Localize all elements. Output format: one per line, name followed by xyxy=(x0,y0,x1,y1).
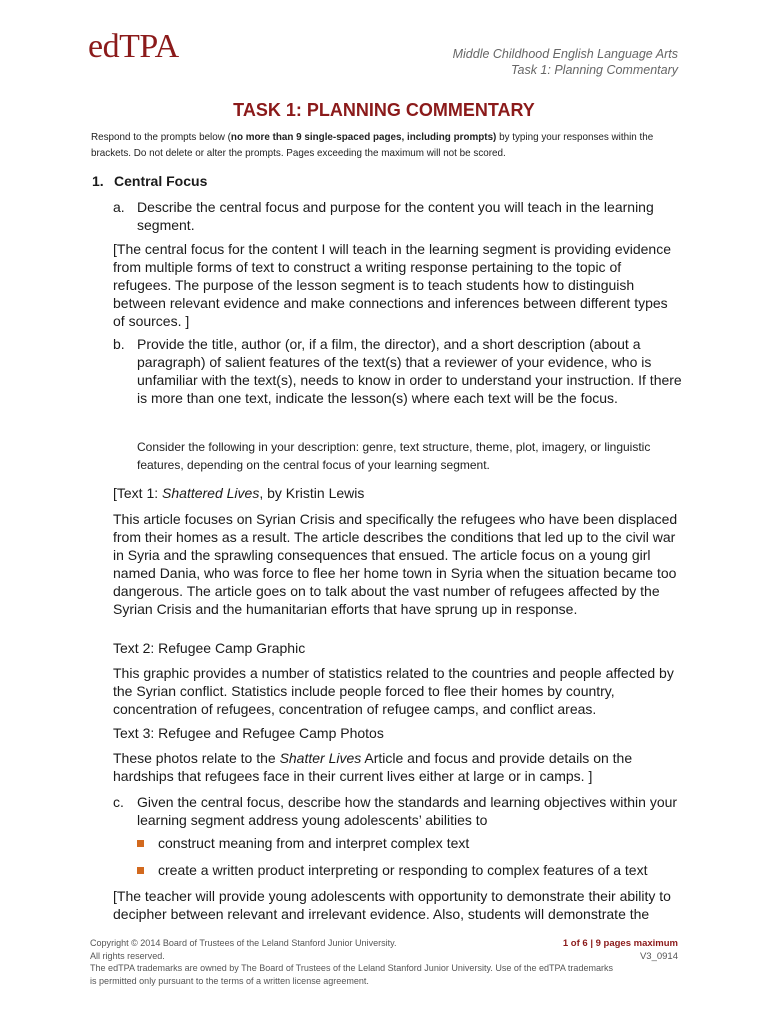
version-label: V3_0914 xyxy=(639,950,678,962)
prompt-c-label: c. xyxy=(113,794,124,810)
text3-description[interactable] xyxy=(113,749,683,785)
text3-post: Article and focus and provide details on the hardships that refugees face in their current lives either at large or in camps. ] xyxy=(113,750,633,784)
prompt-a xyxy=(113,198,683,234)
footer-legal xyxy=(90,938,622,988)
bullet-square-icon xyxy=(137,867,144,874)
bullet-item xyxy=(137,861,677,879)
bullet-text: create a written product interpreting or responding to complex features of a text xyxy=(158,862,648,878)
footer-rights: All rights reserved. xyxy=(90,950,165,962)
text1-heading[interactable] xyxy=(113,484,683,502)
text1-description[interactable]: This article focuses on Syrian Crisis and specifically the refugees who have been displaced from their homes as a result. The article describes the conditions that led up to the civil war in Syria and the sprawling consequences that ensued. The article focus on a young girl named Dania, who was force to flee her home town in Syria when the situation became too dangerous. The article goes on to talk about the vast number of refugees affected by the Syrian Crisis and the humanitarian efforts that have sprung up in response. xyxy=(113,511,678,617)
text3-heading[interactable]: Text 3: Refugee and Refugee Camp Photos xyxy=(113,725,384,741)
prompt-a-label: a. xyxy=(113,199,125,215)
bullet-square-icon xyxy=(137,840,144,847)
text2-heading[interactable]: Text 2: Refugee Camp Graphic xyxy=(113,640,306,656)
footer-trademark: The edTPA trademarks are owned by The Board of Trustees of the Leland Stanford Junior University. Use of the edTPA trademarks is permitted only pursuant to the terms of a written license agreement. xyxy=(90,963,614,987)
prompt-c-text: Given the central focus, describe how the standards and learning objectives within your learning segment address young adolescents’ abilities to xyxy=(137,794,678,828)
intro-bold: no more than 9 single-spaced pages, including prompts) xyxy=(230,131,497,143)
subject-label: Middle Childhood English Language Arts xyxy=(452,47,678,61)
intro-pre: Respond to the prompts below ( xyxy=(91,131,231,143)
answer-a[interactable]: [The central focus for the content I will teach in the learning segment is providing evidence from multiple forms of text to construct a writing response pertaining to the topic of refugees. The purpose of the lesson segment is to teach students how to distinguish between relevant evidence and make connections and inferences between different types of sources. ] xyxy=(113,241,671,329)
answer-c[interactable]: [The teacher will provide young adolescents with opportunity to demonstrate their ability to decipher between relevant and irrelevant evidence. Also, students will demonstrate the xyxy=(113,888,671,922)
prompt-b-text: Provide the title, author (or, if a film, the director), and a short description (about a paragraph) of salient features of the text(s) that a reviewer of your evidence, who is unfamiliar with the text(s), needs to know in order to understand your instruction. If there is more than one text, indicate the lesson(s) where each text will be the focus. xyxy=(137,336,682,406)
document-header xyxy=(453,46,678,78)
text3-title: Shatter Lives xyxy=(279,750,362,766)
intro-post: by typing your responses within the brackets. Do not delete or alter the prompts. Pages exceeding the maximum will not be scored. xyxy=(91,131,654,159)
text1-post: , by Kristin Lewis xyxy=(259,485,365,501)
text1-title: Shattered Lives xyxy=(162,485,260,501)
page-title: TASK 1: PLANNING COMMENTARY xyxy=(233,100,535,120)
prompt-b xyxy=(113,335,683,407)
text2-description[interactable]: This graphic provides a number of statistics related to the countries and people affected by the Syrian conflict. Statistics include people forced to flee their homes by country, concentration of refugees, concentration of refugee camps, and conflict areas. xyxy=(113,665,674,717)
prompt-c xyxy=(113,793,683,829)
consider-note: Consider the following in your description: genre, text structure, theme, plot, imagery, or linguistic features, depending on the central focus of your learning segment. xyxy=(137,440,651,472)
prompt-a-text: Describe the central focus and purpose for the content you will teach in the learning segment. xyxy=(137,199,654,233)
text3-pre: These photos relate to the xyxy=(113,750,280,766)
footer-copyright: Copyright © 2014 Board of Trustees of the Leland Stanford Junior University. xyxy=(90,938,397,949)
task-label: Task 1: Planning Commentary xyxy=(511,63,678,77)
bullet-item xyxy=(137,834,677,852)
section-heading xyxy=(92,172,207,190)
footer-page-info xyxy=(563,938,678,963)
edtpa-logo: edTPA xyxy=(88,28,179,65)
prompt-b-label: b. xyxy=(113,336,125,352)
bullet-text: construct meaning from and interpret complex text xyxy=(158,835,470,851)
intro-instructions xyxy=(91,129,655,161)
section-title: Central Focus xyxy=(114,173,208,189)
text1-pre: [Text 1: xyxy=(113,485,163,501)
page-count: 1 of 6 | 9 pages maximum xyxy=(562,938,678,949)
section-number: 1. xyxy=(92,173,104,189)
